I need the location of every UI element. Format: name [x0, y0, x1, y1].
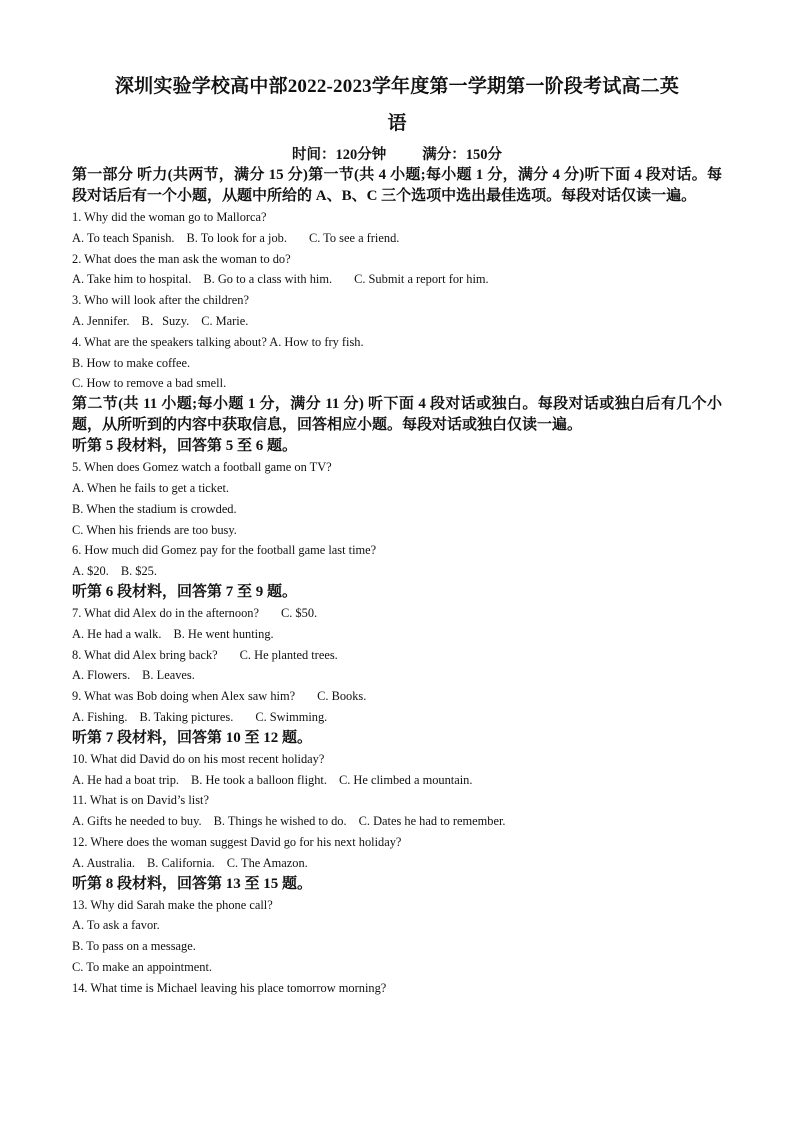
question-4: 4. What are the speakers talking about? A. How to fry fish. [72, 334, 364, 349]
question-13: 13. Why did Sarah make the phone call? [72, 897, 273, 912]
q6-option-a: A. $20. [72, 564, 109, 579]
material-5-heading: 听第 5 段材料，回答第 5 至 6 题。 [72, 438, 298, 455]
exam-page [72, 70, 722, 999]
question-9-options [72, 707, 722, 728]
material-8-heading: 听第 8 段材料，回答第 13 至 15 题。 [72, 875, 313, 892]
question-6: 6. How much did Gomez pay for the football game last time? [72, 543, 377, 558]
q2-option-c: C. Submit a report for him. [354, 272, 489, 287]
q8-option-a: A. Flowers. [72, 668, 131, 683]
q3-option-a: A. Jennifer. [72, 313, 130, 328]
question-8 [72, 645, 722, 666]
question-7-options [72, 624, 722, 645]
q1-option-c: C. To see a friend. [308, 230, 400, 245]
q7-option-a: A. He had a walk. [72, 626, 162, 641]
q4-option-c: C. How to remove a bad smell. [72, 376, 227, 391]
question-8-options [72, 665, 722, 686]
question-10: 10. What did David do on his most recent holiday? [72, 751, 325, 766]
question-1: 1. Why did the woman go to Mallorca? [72, 210, 267, 224]
question-5: 5. When does Gomez watch a football game on TV? [72, 460, 332, 475]
q10-option-c: C. He climbed a mountain. [338, 772, 473, 787]
material-6-heading: 听第 6 段材料，回答第 7 至 9 题。 [72, 583, 298, 600]
q9-option-b: B. Taking pictures. [139, 709, 234, 724]
question-2-options [72, 269, 722, 290]
question-12-options [72, 853, 722, 874]
q13-option-c: C. To make an appointment. [72, 959, 212, 974]
question-11: 11. What is on David’s list? [72, 793, 209, 808]
q1-option-b: B. To look for a job. [186, 230, 287, 245]
q3-option-b: B．Suzy. [141, 313, 190, 328]
q7-option-c: C. He planted trees. [239, 647, 338, 662]
question-12: 12. Where does the woman suggest David go for his next holiday? [72, 834, 402, 849]
q6-option-c: C. $50. [280, 605, 318, 620]
q7-option-b: B. He went hunting. [173, 626, 274, 641]
q7-text: 7. What did Alex do in the afternoon? [72, 605, 259, 620]
q9-text: 9. What was Bob doing when Alex saw him? [72, 689, 296, 704]
time-label: 时间：120分钟 [292, 147, 387, 163]
question-10-options [72, 770, 722, 791]
q2-option-a: A. Take him to hospital. [72, 272, 192, 287]
exam-title: 深圳实验学校高中部2022-2023学年度第一学期第一阶段考试高二英 [114, 76, 680, 97]
question-9 [72, 686, 722, 707]
q5-option-a: A. When he fails to get a ticket. [72, 480, 230, 495]
q5-option-b: B. When the stadium is crowded. [72, 501, 237, 516]
question-7 [72, 603, 722, 624]
part2-heading: 第二节(共 11 小题;每小题 1 分，满分 11 分) 听下面 4 段对话或独白。每段对话或独白后有几个小题，从所听到的内容中获取信息，回答相应小题。每段对话或独白仅读一遍。 [72, 396, 722, 434]
question-6-options [72, 561, 722, 582]
q6-option-b: B. $25. [120, 564, 157, 579]
exam-meta [72, 145, 722, 165]
question-1-options [72, 228, 722, 249]
q11-option-c: C. Dates he had to remember. [358, 814, 506, 829]
q8-option-b: B. Leaves. [142, 668, 195, 683]
q2-option-b: B. Go to a class with him. [203, 272, 333, 287]
question-11-options [72, 811, 722, 832]
q9-option-a: A. Fishing. [72, 709, 128, 724]
question-3-options [72, 311, 722, 332]
q4-option-b: B. How to make coffee. [72, 355, 191, 370]
q13-option-a: A. To ask a favor. [72, 918, 160, 933]
q3-option-c: C. Marie. [201, 313, 249, 328]
question-3: 3. Who will look after the children? [72, 293, 249, 308]
q8-text: 8. What did Alex bring back? [72, 647, 218, 662]
q12-option-c: C. The Amazon. [226, 855, 308, 870]
q8-option-c: C. Books. [317, 689, 367, 704]
q9-option-c: C. Swimming. [255, 709, 328, 724]
q11-option-b: B. Things he wished to do. [213, 814, 347, 829]
score-label: 满分：150分 [422, 147, 502, 163]
part1-heading: 第一部分 听力(共两节，满分 15 分)第一节(共 4 小题;每小题 1 分，满分 4 分)听下面 4 段对话。每段对话后有一个小题，从题中所给的 A、B、C 三个选项中选出最佳选项。每段对话仅读一遍。 [72, 167, 722, 204]
q13-option-b: B. To pass on a message. [72, 939, 196, 954]
q1-option-a: A. To teach Spanish. [72, 230, 175, 245]
question-2: 2. What does the man ask the woman to do? [72, 251, 291, 266]
q12-option-b: B. California. [146, 855, 215, 870]
q11-option-a: A. Gifts he needed to buy. [72, 814, 202, 829]
q10-option-a: A. He had a boat trip. [72, 772, 180, 787]
q10-option-b: B. He took a balloon flight. [191, 772, 327, 787]
exam-title-continued: 语 [387, 113, 407, 134]
q5-option-c: C. When his friends are too busy. [72, 522, 237, 537]
question-14: 14. What time is Michael leaving his place tomorrow morning? [72, 980, 387, 995]
material-7-heading: 听第 7 段材料，回答第 10 至 12 题。 [72, 729, 313, 746]
q12-option-a: A. Australia. [72, 855, 135, 870]
